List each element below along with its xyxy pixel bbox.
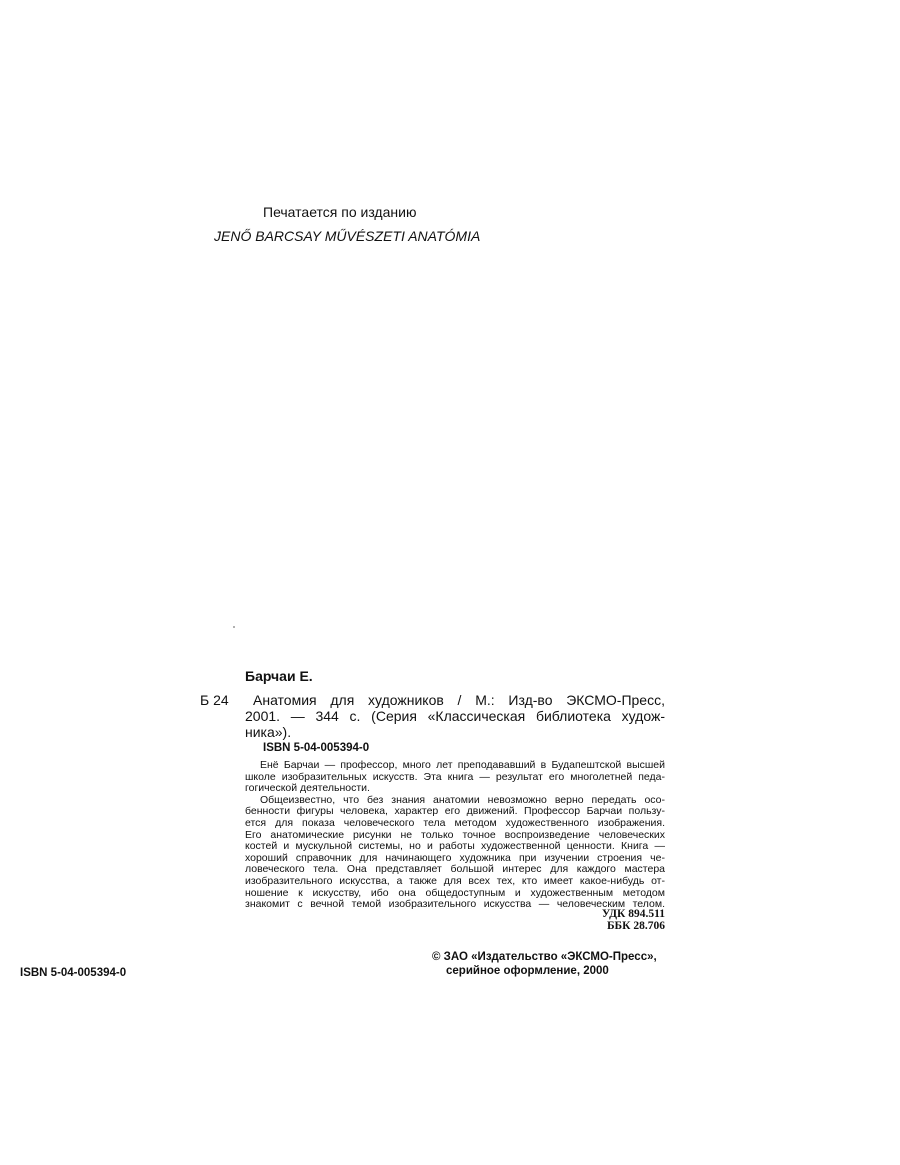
copyright-line: © ЗАО «Издательство «ЭКСМО-Пресс»,: [432, 951, 657, 963]
annotation-line: знакомит с вечной темой изобразительного искусства — человеческим телом.: [245, 899, 665, 911]
annotation-line: хороший справочник для начинающего художника при изучении строения че-: [245, 852, 665, 864]
isbn-footer: ISBN 5-04-005394-0: [20, 967, 127, 979]
biblio-line: ника»).: [245, 724, 292, 740]
biblio-line: Анатомия для художников / М.: Изд-во ЭКСМО-Пресс,: [253, 692, 665, 708]
original-title: JENŐ BARCSAY MŰVÉSZETI ANATÓMIA: [214, 228, 481, 244]
annotation-line: Его анатомические рисунки не только точное воспроизведение человеческих: [245, 829, 665, 841]
annotation-line: школе изобразительных искусств. Эта книга — результат его многолетней педа-: [245, 771, 665, 783]
annotation-line: бенности фигуры человека, характер его движений. Профессор Барчаи пользу-: [245, 806, 665, 818]
annotation-line: изобразительного искусства, а также для всех тех, кто имеет какое-нибудь от-: [245, 875, 665, 887]
origin-note: Печатается по изданию: [263, 204, 417, 220]
catalog-code: Б 24: [200, 692, 229, 708]
author-name: Барчаи Е.: [245, 668, 313, 684]
bibliographic-description: [245, 692, 665, 740]
annotation-line: ется для показа человеческого тела методом художественного изображения.: [245, 817, 665, 829]
annotation-line: костей и мускульной системы, но и работы художественной ценности. Книга —: [245, 841, 665, 853]
biblio-line: 2001. — 344 с. (Серия «Классическая библиотека худож-: [245, 708, 665, 724]
annotation-line: ношение к искусству, ибо она общедоступным и художественным методом: [245, 887, 665, 899]
annotation-line: Общеизвестно, что без знания анатомии невозможно верно передать осо-: [260, 794, 665, 806]
annotation-line: гогической деятельности.: [245, 783, 370, 795]
copyright-line-2: серийное оформление, 2000: [446, 965, 609, 977]
annotation: [245, 760, 665, 911]
bbk-index: ББК 28.706: [606, 920, 665, 932]
annotation-line: Енё Барчаи — профессор, много лет преподававший в Будапештской высшей: [260, 760, 665, 771]
print-speck: [233, 626, 235, 628]
annotation-line: ловеческого тела. Она представляет большой интерес для каждого мастера: [245, 864, 665, 876]
udk-index: УДК 894.511: [601, 908, 665, 920]
isbn-catalog: ISBN 5-04-005394-0: [263, 742, 370, 754]
